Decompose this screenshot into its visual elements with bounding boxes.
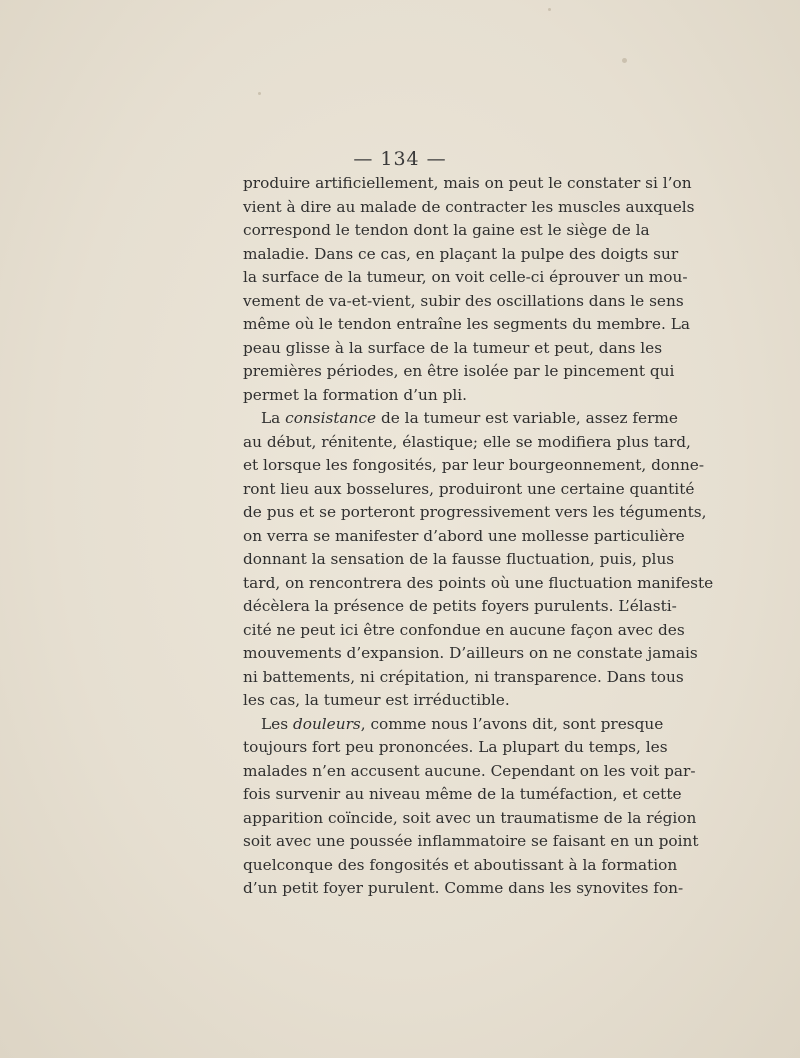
- text-line: ront lieu aux bosselures, produiront une certaine quantité: [243, 479, 695, 498]
- text-line: au début, rénitente, élastique; elle se modifiera plus tard,: [243, 432, 691, 451]
- paragraph-end-line: les cas, la tumeur est irréductible.: [243, 691, 510, 709]
- text-line: vement de va-et-vient, subir des oscillations dans le sens: [243, 291, 684, 310]
- italic-term: consistance: [285, 409, 377, 427]
- text-line: de pus et se porteront progressivement vers les téguments,: [243, 503, 707, 521]
- text-line: même où le tendon entraîne les segments du membre. La: [243, 315, 690, 333]
- paper-speck: [258, 92, 261, 95]
- text-line: produire artificiellement, mais on peut le constater si l’on: [243, 174, 692, 192]
- paragraph-end-line: permet la formation d’un pli.: [243, 385, 468, 404]
- text-line: vient à dire au malade de contracter les muscles auxquels: [243, 197, 695, 216]
- paper-speck: [548, 8, 551, 11]
- text-line: peau glisse à la surface de la tumeur et peut, dans les: [243, 338, 663, 357]
- text-run: Les: [261, 714, 293, 733]
- page-number: — 134 —: [353, 148, 447, 170]
- text-line: fois survenir au niveau même de la tuméfaction, et cette: [243, 785, 682, 803]
- text-line: tard, on rencontrera des points où une fluctuation manifeste: [243, 573, 714, 592]
- text-line: donnant la sensation de la fausse fluctuation, puis, plus: [243, 550, 675, 568]
- text-line: la surface de la tumeur, on voit celle-ci éprouver un mou-: [243, 268, 688, 286]
- text-line: ni battements, ni crépitation, ni transparence. Dans tous: [243, 667, 684, 686]
- text-line: soit avec une poussée inflammatoire se faisant en un point: [243, 832, 699, 850]
- text-line: d’un petit foyer purulent. Comme dans les synovites fon-: [243, 879, 684, 897]
- text-run: de la tumeur est variable, assez ferme: [376, 409, 678, 427]
- text-line: mouvements d’expansion. D’ailleurs on ne constate jamais: [243, 644, 698, 662]
- text-line: et lorsque les fongosités, par leur bourgeonnement, donne-: [243, 456, 705, 474]
- text-line: maladie. Dans ce cas, en plaçant la pulpe des doigts sur: [243, 244, 679, 263]
- text-line: décèlera la présence de petits foyers purulents. L’élasti-: [243, 597, 677, 615]
- paper-speck: [622, 58, 627, 63]
- text-line: on verra se manifester d’abord une mollesse particulière: [243, 526, 685, 545]
- text-run: La: [261, 409, 286, 427]
- text-line-consistance: [243, 407, 678, 431]
- text-line: apparition coïncide, soit avec un traumatisme de la région: [243, 808, 697, 827]
- italic-term: douleurs: [292, 714, 361, 733]
- text-run: , comme nous l’avons dit, sont presque: [360, 714, 664, 733]
- text-line: premières périodes, en être isolée par le pincement qui: [243, 362, 675, 380]
- text-line: toujours fort peu prononcées. La plupart du temps, les: [243, 738, 668, 756]
- text-line: cité ne peut ici être confondue en aucune façon avec des: [243, 620, 685, 639]
- text-line-douleurs: [243, 713, 664, 737]
- text-line: correspond le tendon dont la gaine est le siège de la: [243, 221, 650, 239]
- text-line: malades n’en accusent aucune. Cependant on les voit par-: [243, 761, 696, 780]
- text-line: quelconque des fongosités et aboutissant à la formation: [243, 855, 678, 874]
- body-text: [243, 172, 714, 901]
